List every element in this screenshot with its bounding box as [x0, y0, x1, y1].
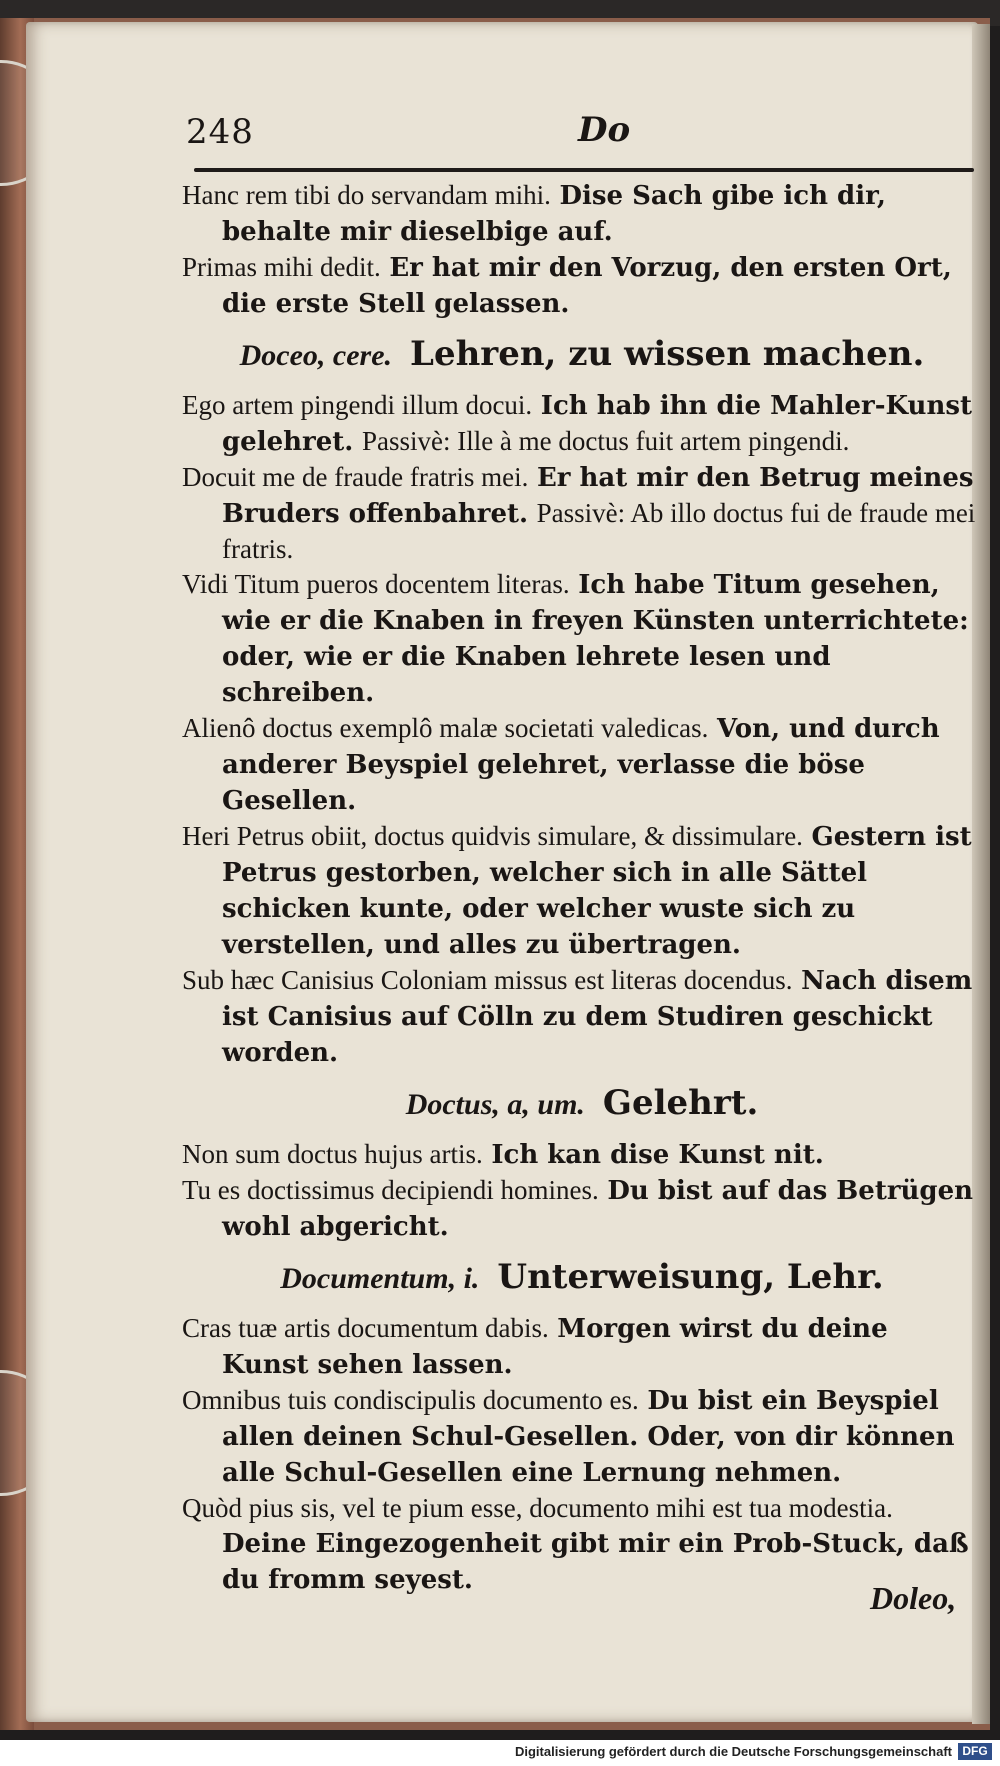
- german-translation: Deine Eingezogenheit gibt mir ein Prob-Stuck, daß du fromm seyest.: [222, 1529, 969, 1595]
- example-entry: [182, 1491, 982, 1598]
- german-translation: Gestern ist Petrus gestorben, welcher sich in alle Sättel schicken kunte, oder welcher wuste sich zu verstellen, und alles zu übertragen.: [222, 822, 972, 960]
- lemma-gloss: Lehren, zu wissen machen.: [410, 334, 925, 374]
- latin-text: Docuit me de fraude fratris mei.: [182, 462, 529, 492]
- latin-text: Alienô doctus exemplô malæ societati valedicas.: [182, 713, 709, 743]
- lemma-word: Documentum, i.: [280, 1262, 480, 1295]
- example-entry: [182, 711, 982, 819]
- example-entry: [182, 1173, 982, 1245]
- footer-bar: [0, 1740, 1000, 1766]
- header-rule: [194, 168, 974, 172]
- lemma-heading: [182, 1255, 982, 1301]
- latin-text: Quòd pius sis, vel te pium esse, documento mihi est tua modestia.: [182, 1493, 893, 1523]
- example-entry: [182, 178, 982, 250]
- lemma-heading: [182, 332, 982, 378]
- lemma-heading: [182, 1081, 982, 1127]
- latin-text: Non sum doctus hujus artis.: [182, 1139, 483, 1169]
- latin-text: Omnibus tuis condiscipulis documento es.: [182, 1385, 639, 1415]
- example-entry: [182, 1311, 982, 1383]
- latin-text: Cras tuæ artis documentum dabis.: [182, 1313, 549, 1343]
- german-translation: Ich hab ihn die Mahler-Kunst gelehret.: [222, 391, 973, 457]
- latin-text: Ego artem pingendi illum docui.: [182, 390, 533, 420]
- running-head: Do: [578, 110, 631, 150]
- latin-text: Primas mihi dedit.: [182, 252, 381, 282]
- dictionary-text: [182, 178, 982, 1598]
- page-number: 248: [186, 112, 254, 152]
- german-translation: Du bist auf das Betrügen wohl abgericht.: [222, 1176, 974, 1242]
- german-translation: Von, und durch anderer Beyspiel gelehret, verlasse die böse Gesellen.: [222, 714, 940, 816]
- latin-text: Vidi Titum pueros docentem literas.: [182, 569, 570, 599]
- german-translation: Ich kan dise Kunst nit.: [491, 1140, 824, 1170]
- latin-text: Hanc rem tibi do servandam mihi.: [182, 180, 551, 210]
- example-entry: [182, 460, 982, 567]
- example-entry: [182, 963, 982, 1071]
- example-entry: [182, 1383, 982, 1491]
- lemma-gloss: Unterweisung, Lehr.: [497, 1257, 884, 1297]
- lemma-word: Doceo, cere.: [239, 339, 393, 372]
- german-translation: Ich habe Titum gesehen, wie er die Knaben in freyen Künsten unterrichtete: oder, wie er die Knaben lehrete lesen und schreiben.: [222, 570, 969, 708]
- german-translation: Dise Sach gibe ich dir, behalte mir dieselbige auf.: [222, 181, 886, 247]
- german-translation: Morgen wirst du deine Kunst sehen lassen.: [222, 1314, 888, 1380]
- passive-note: Passivè: Ille à me doctus fuit artem pingendi.: [361, 426, 850, 456]
- catchword: Doleo,: [870, 1580, 957, 1616]
- page-header: [186, 112, 976, 156]
- dfg-logo: DFG: [958, 1743, 992, 1760]
- german-translation: Er hat mir den Betrug meines Bruders offenbahret.: [222, 463, 974, 529]
- footer-credit: Digitalisierung gefördert durch die Deutsche Forschungsgemeinschaft: [514, 1744, 952, 1759]
- lemma-word: Doctus, a, um.: [405, 1088, 585, 1121]
- example-entry: [182, 250, 982, 322]
- german-translation: Nach disem ist Canisius auf Cölln zu dem Studiren geschickt worden.: [222, 966, 973, 1068]
- german-translation: Du bist ein Beyspiel allen deinen Schul-Gesellen. Oder, von dir können alle Schul-Gesellen eine Lernung nehmen.: [222, 1386, 955, 1488]
- example-entry: [182, 819, 982, 963]
- example-entry: [182, 1137, 982, 1173]
- passive-note: Passivè: Ab illo doctus fui de fraude mei fratris.: [222, 498, 976, 564]
- latin-text: Sub hæc Canisius Coloniam missus est literas docendus.: [182, 965, 793, 995]
- example-entry: [182, 388, 982, 460]
- lemma-gloss: Gelehrt.: [602, 1083, 759, 1123]
- german-translation: Er hat mir den Vorzug, den ersten Ort, die erste Stell gelassen.: [222, 253, 952, 319]
- example-entry: [182, 567, 982, 711]
- latin-text: Heri Petrus obiit, doctus quidvis simulare, & dissimulare.: [182, 821, 803, 851]
- latin-text: Tu es doctissimus decipiendi homines.: [182, 1175, 599, 1205]
